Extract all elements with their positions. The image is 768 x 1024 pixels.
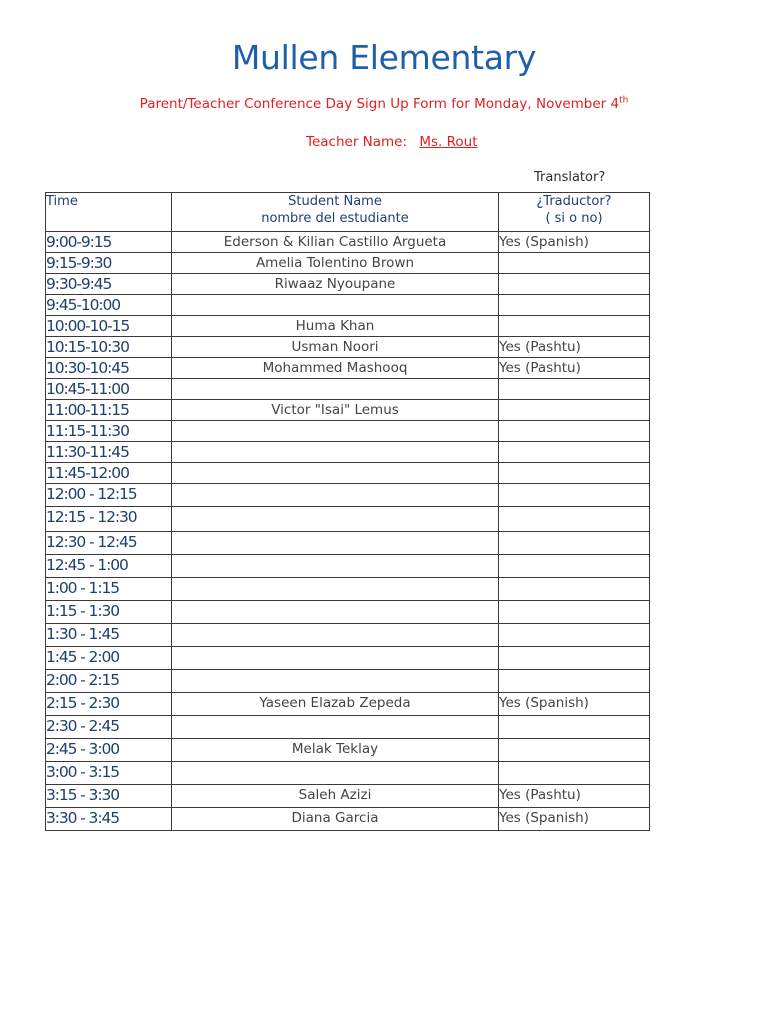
translator-cell[interactable]: Yes (Pashtu) — [499, 785, 650, 808]
translator-cell[interactable] — [499, 601, 650, 624]
time-slot: 1:15 - 1:30 — [46, 601, 172, 624]
time-slot: 12:15 - 12:30 — [46, 507, 172, 532]
table-row — [46, 484, 650, 507]
table-row — [46, 463, 650, 484]
header-time — [46, 193, 172, 232]
student-name-cell[interactable]: Saleh Azizi — [172, 785, 499, 808]
header-trans-es: ¿Traductor? — [536, 194, 612, 209]
time-slot: 2:30 - 2:45 — [46, 716, 172, 739]
translator-cell[interactable] — [499, 463, 650, 484]
time-slot: 9:45-10:00 — [46, 295, 172, 316]
form-title-text: Parent/Teacher Conference Day Sign Up Form for Monday, November 4 — [139, 96, 620, 112]
table-row — [46, 232, 650, 253]
table-row — [46, 337, 650, 358]
student-name-cell[interactable] — [172, 601, 499, 624]
header-translator — [499, 193, 650, 232]
translator-cell[interactable] — [499, 253, 650, 274]
time-slot: 3:00 - 3:15 — [46, 762, 172, 785]
teacher-name: Ms. Rout — [419, 134, 478, 150]
student-name-cell[interactable] — [172, 578, 499, 601]
time-slot: 9:15-9:30 — [46, 253, 172, 274]
translator-cell[interactable]: Yes (Spanish) — [499, 232, 650, 253]
table-row — [46, 421, 650, 442]
table-row — [46, 762, 650, 785]
signup-table — [45, 192, 650, 831]
translator-cell[interactable] — [499, 507, 650, 532]
translator-cell[interactable]: Yes (Spanish) — [499, 808, 650, 831]
header-name-en: Student Name — [288, 194, 382, 209]
translator-cell[interactable] — [499, 739, 650, 762]
translator-cell[interactable] — [499, 379, 650, 400]
table-row — [46, 647, 650, 670]
student-name-cell[interactable] — [172, 532, 499, 555]
time-slot: 12:00 - 12:15 — [46, 484, 172, 507]
time-slot: 1:00 - 1:15 — [46, 578, 172, 601]
translator-cell[interactable] — [499, 316, 650, 337]
table-row — [46, 295, 650, 316]
time-slot: 12:30 - 12:45 — [46, 532, 172, 555]
table-row — [46, 601, 650, 624]
translator-label: Translator? — [534, 170, 606, 185]
table-row — [46, 274, 650, 295]
time-slot: 2:00 - 2:15 — [46, 670, 172, 693]
translator-cell[interactable] — [499, 624, 650, 647]
header-trans-opts: ( si o no) — [545, 211, 603, 226]
table-row — [46, 670, 650, 693]
table-row — [46, 693, 650, 716]
time-slot: 10:45-11:00 — [46, 379, 172, 400]
time-slot: 3:30 - 3:45 — [46, 808, 172, 831]
translator-cell[interactable] — [499, 484, 650, 507]
table-row — [46, 716, 650, 739]
student-name-cell[interactable] — [172, 647, 499, 670]
table-row — [46, 253, 650, 274]
student-name-cell[interactable] — [172, 421, 499, 442]
translator-cell[interactable] — [499, 555, 650, 578]
table-row — [46, 578, 650, 601]
time-slot: 2:15 - 2:30 — [46, 693, 172, 716]
translator-cell[interactable] — [499, 670, 650, 693]
teacher-label: Teacher Name: — [306, 134, 408, 150]
form-title — [0, 96, 768, 112]
translator-cell[interactable] — [499, 274, 650, 295]
time-slot: 10:30-10:45 — [46, 358, 172, 379]
student-name-cell[interactable]: Melak Teklay — [172, 739, 499, 762]
table-row — [46, 624, 650, 647]
student-name-cell[interactable]: Riwaaz Nyoupane — [172, 274, 499, 295]
student-name-cell[interactable] — [172, 762, 499, 785]
time-slot: 9:30-9:45 — [46, 274, 172, 295]
student-name-cell[interactable]: Usman Noori — [172, 337, 499, 358]
teacher-line — [306, 134, 478, 150]
student-name-cell[interactable]: Victor "Isai" Lemus — [172, 400, 499, 421]
student-name-cell[interactable]: Amelia Tolentino Brown — [172, 253, 499, 274]
student-name-cell[interactable]: Ederson & Kilian Castillo Argueta — [172, 232, 499, 253]
translator-cell[interactable]: Yes (Pashtu) — [499, 337, 650, 358]
table-row — [46, 358, 650, 379]
student-name-cell[interactable]: Mohammed Mashooq — [172, 358, 499, 379]
translator-cell[interactable] — [499, 400, 650, 421]
table-row — [46, 555, 650, 578]
translator-cell[interactable]: Yes (Pashtu) — [499, 358, 650, 379]
time-slot: 11:15-11:30 — [46, 421, 172, 442]
translator-cell[interactable] — [499, 532, 650, 555]
table-row — [46, 739, 650, 762]
student-name-cell[interactable] — [172, 624, 499, 647]
table-header-row — [46, 193, 650, 232]
school-title: Mullen Elementary — [231, 38, 537, 77]
time-slot: 2:45 - 3:00 — [46, 739, 172, 762]
time-slot: 11:30-11:45 — [46, 442, 172, 463]
student-name-cell[interactable] — [172, 484, 499, 507]
time-slot: 3:15 - 3:30 — [46, 785, 172, 808]
header-name-es: nombre del estudiante — [261, 211, 409, 226]
time-slot: 11:45-12:00 — [46, 463, 172, 484]
student-name-cell[interactable]: Diana Garcia — [172, 808, 499, 831]
translator-cell[interactable] — [499, 442, 650, 463]
student-name-cell[interactable] — [172, 670, 499, 693]
student-name-cell[interactable] — [172, 716, 499, 739]
form-title-suffix: th — [619, 95, 629, 106]
table-row — [46, 808, 650, 831]
translator-cell[interactable] — [499, 295, 650, 316]
student-name-cell[interactable] — [172, 442, 499, 463]
time-slot: 11:00-11:15 — [46, 400, 172, 421]
student-name-cell[interactable] — [172, 555, 499, 578]
table-row — [46, 442, 650, 463]
time-slot: 10:15-10:30 — [46, 337, 172, 358]
student-name-cell[interactable]: Huma Khan — [172, 316, 499, 337]
table-row — [46, 507, 650, 532]
student-name-cell[interactable] — [172, 463, 499, 484]
header-student-name — [172, 193, 499, 232]
student-name-cell[interactable]: Yaseen Elazab Zepeda — [172, 693, 499, 716]
translator-cell[interactable]: Yes (Spanish) — [499, 693, 650, 716]
table-row — [46, 400, 650, 421]
time-slot: 9:00-9:15 — [46, 232, 172, 253]
translator-cell[interactable] — [499, 762, 650, 785]
student-name-cell[interactable] — [172, 507, 499, 532]
time-slot: 10:00-10-15 — [46, 316, 172, 337]
time-slot: 1:45 - 2:00 — [46, 647, 172, 670]
translator-cell[interactable] — [499, 421, 650, 442]
header-time-label: Time — [46, 194, 78, 209]
student-name-cell[interactable] — [172, 379, 499, 400]
table-row — [46, 379, 650, 400]
table-row — [46, 785, 650, 808]
time-slot: 1:30 - 1:45 — [46, 624, 172, 647]
translator-cell[interactable] — [499, 716, 650, 739]
table-row — [46, 316, 650, 337]
translator-cell[interactable] — [499, 647, 650, 670]
time-slot: 12:45 - 1:00 — [46, 555, 172, 578]
translator-cell[interactable] — [499, 578, 650, 601]
table-row — [46, 532, 650, 555]
student-name-cell[interactable] — [172, 295, 499, 316]
